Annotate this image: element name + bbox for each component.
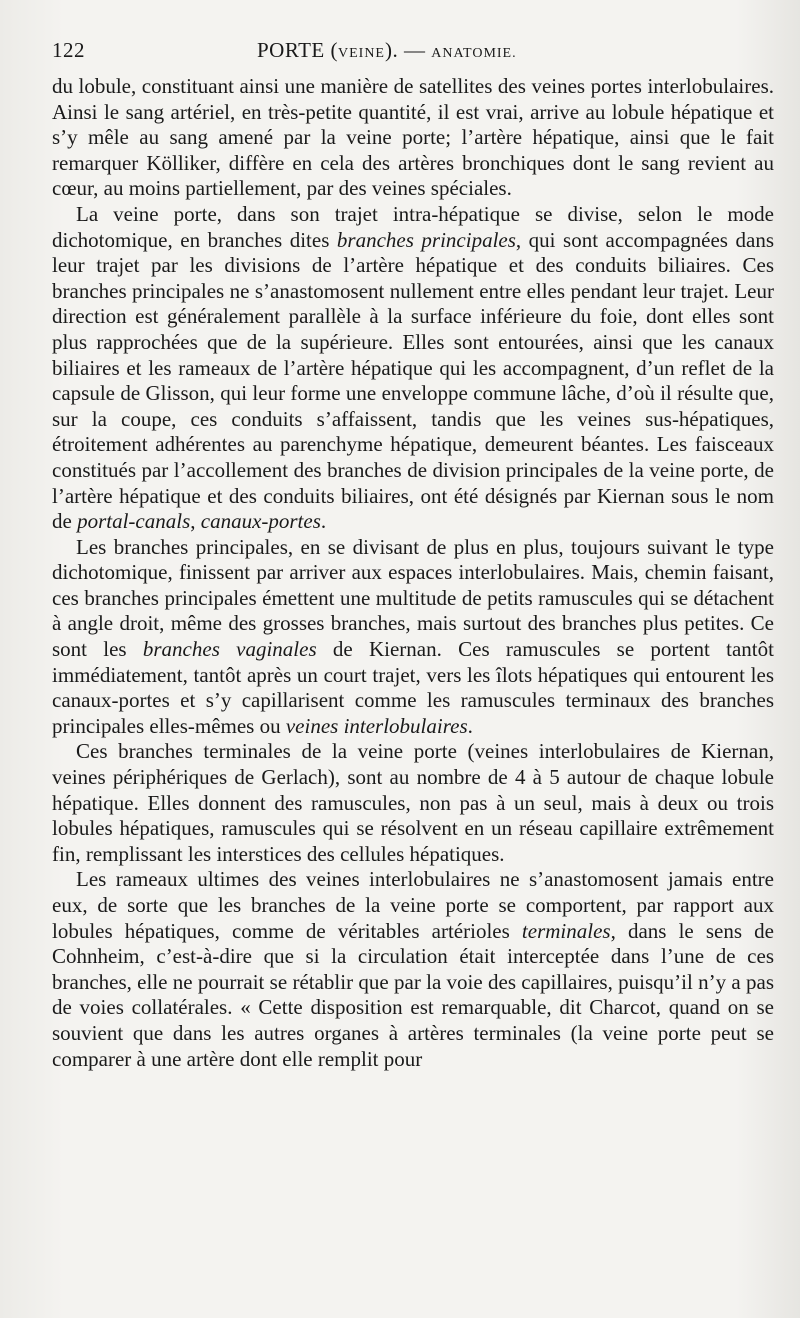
italic-term: terminales [521,918,611,943]
text-run: Les branches principales, en se divisant de plus en plus, toujours suivant le type dichotomique, finissent par arriver aux espaces interlobulaires. Mais, chemin faisant, ces branches principales émettent une multitude de petits ramuscules qui se détachent à angle droit, même des grosses branches, mais surtout des branches plus petites. Ce sont les [52,534,774,662]
text-run: , [190,509,201,534]
italic-term: canaux-portes [200,509,321,534]
section-label: ANATOMIE. [431,46,517,61]
italic-term: branches vaginales [142,637,317,662]
title-small-caps: VEINE [338,46,385,61]
paragraph [52,202,774,535]
body-text [52,74,774,1072]
text-run: du lobule, constituant ainsi une manière de satellites des veines portes interlobulaires. Ainsi le sang artériel, en très-petite quantité, il est vrai, arrive au lobule hépatique et s’y mêle au sang amené par la veine porte; l’artère hépatique, ainsi que le fait remarquer Kölliker, diffère en cela des artères bronchiques dont le sang revient au cœur, au moins partiellement, par des veines spéciales. [52,74,774,201]
text-run: Les rameaux ultimes des veines interlobulaires ne s’anastomosent jamais entre eux, de sorte que les branches de la veine porte se comportent, par rapport aux lobules hépatiques, comme de véritables artérioles [52,867,774,943]
paragraph [52,867,774,1072]
text-run: . [467,713,473,738]
text-run: , dans le sens de Cohnheim, c’est-à-dire que si la circulation était interceptée dans l’une de ces branches, elle ne pourrait se rétablir que par la voie des capillaires, puisqu’il n’y a pas de voies collatérales. « Cette disposition est remarquable, dit Charcot, quand on se souvient que dans les autres organes à artères terminales (la veine porte peut se comparer à une artère dont elle remplit pour [52,918,775,1071]
italic-term: branches principales [336,227,516,252]
page-number: 122 [52,38,85,62]
text-run: Ces branches terminales de la veine porte (veines interlobulaires de Kiernan, veines périphériques de Gerlach), sont au nombre de 4 à 5 autour de chaque lobule hépatique. Elles donnent des ramuscules, non pas à un seul, mais à deux ou trois lobules hépatiques, ramuscules qui se résolvent en un réseau capillaire extrêmement fin, remplissant les interstices des cellules hépatiques. [52,739,774,866]
running-title [257,38,517,63]
title-main: PORTE ( [257,38,338,62]
paragraph [52,739,774,867]
text-run: , qui sont accompagnées dans leur trajet par les divisions de l’artère hépatique et des conduits biliaires. Ces branches principales ne s’anastomosent nullement entre elles pendant leur trajet. Leur direction est généralement parallèle à la surface inférieure du foie, dont elles sont plus rapprochées que de la supérieure. Elles sont entourées, ainsi que les canaux biliaires et les rameaux de l’artère hépatique qui les accompagnent, d’un reflet de la capsule de Glisson, qui leur forme une enveloppe commune lâche, d’où il résulte que, sur la coupe, ces conduits s’affaissent, tandis que les veines sus-hépatiques, étroitement adhérentes au parenchyme hépatique, demeurent béantes. Les faisceaux constitués par l’accollement des branches de division principales de la veine porte, de l’artère hépatique et des conduits biliaires, ont été désignés par Kiernan sous le nom de [52,227,774,534]
title-after: ). — [385,38,432,62]
italic-term: portal-canals [77,509,191,534]
text-run: . [320,509,327,534]
running-head [52,38,774,74]
text-run: de Kiernan. Ces ramuscules se portent tantôt immédiatement, tantôt après un court trajet, vers les îlots hépatiques qui entourent les canaux-portes et s’y capillarisent comme les ramuscules terminaux des branches principales elles-mêmes ou [52,637,774,738]
paragraph [52,535,774,740]
text-run: La veine porte, dans son trajet intra-hépatique se divise, selon le mode dichotomique, en branches dites [52,201,774,252]
italic-term: veines interlobulaires [285,713,468,738]
paragraph [52,74,774,202]
